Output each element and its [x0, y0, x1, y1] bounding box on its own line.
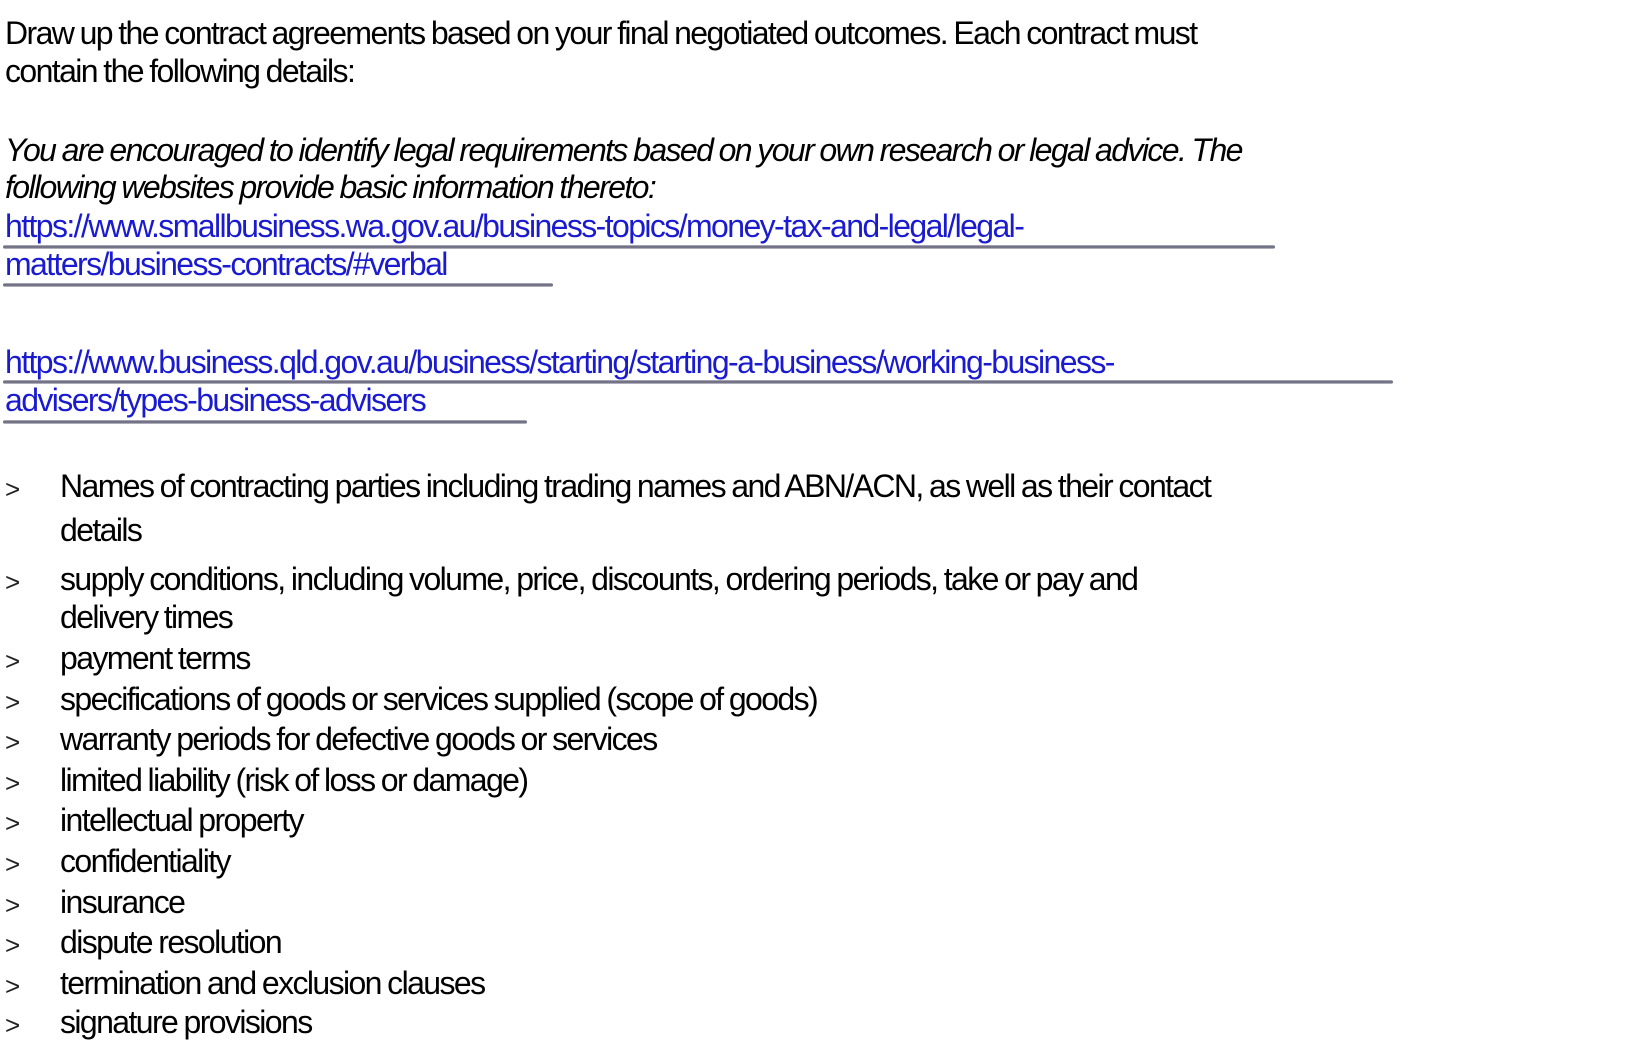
- note-text-line-2: following websites provide basic information thereto:: [5, 169, 656, 205]
- link-underline: [3, 420, 527, 424]
- chevron-right-icon: >: [5, 930, 21, 960]
- list-item-text: limited liability (risk of loss or damage): [60, 762, 528, 798]
- list-item-text: signature provisions: [60, 1004, 312, 1040]
- chevron-right-icon: >: [5, 808, 21, 838]
- link-smallbusiness-wa-line-2[interactable]: matters/business-contracts/#verbal: [5, 246, 447, 282]
- list-item-text-continued: delivery times: [60, 599, 233, 635]
- link-business-qld-line-1[interactable]: https://www.business.qld.gov.au/business/starting/starting-a-business/working-business-: [5, 344, 1114, 380]
- chevron-right-icon: >: [5, 474, 21, 504]
- list-item-text: specifications of goods or services supplied (scope of goods): [60, 681, 818, 717]
- list-item-text: payment terms: [60, 640, 250, 676]
- intro-text-line-1: Draw up the contract agreements based on your final negotiated outcomes. Each contract must: [5, 15, 1197, 51]
- list-item-text: Names of contracting parties including trading names and ABN/ACN, as well as their contact: [60, 468, 1211, 504]
- list-item-text: intellectual property: [60, 802, 303, 838]
- list-item-text: insurance: [60, 884, 185, 920]
- link-smallbusiness-wa-line-1[interactable]: https://www.smallbusiness.wa.gov.au/business-topics/money-tax-and-legal/legal-: [5, 208, 1024, 244]
- chevron-right-icon: >: [5, 971, 21, 1001]
- list-item-text-continued: details: [60, 512, 142, 548]
- chevron-right-icon: >: [5, 849, 21, 879]
- chevron-right-icon: >: [5, 1010, 21, 1040]
- chevron-right-icon: >: [5, 727, 21, 757]
- list-item-text: warranty periods for defective goods or services: [60, 721, 657, 757]
- list-item-text: dispute resolution: [60, 924, 282, 960]
- intro-text-line-2: contain the following details:: [5, 53, 355, 89]
- note-text-line-1: You are encouraged to identify legal requirements based on your own research or legal advice. The: [5, 132, 1242, 168]
- list-item-text: confidentiality: [60, 843, 230, 879]
- list-item-text: termination and exclusion clauses: [60, 965, 485, 1001]
- chevron-right-icon: >: [5, 768, 21, 798]
- link-business-qld-line-2[interactable]: advisers/types-business-advisers: [5, 382, 426, 418]
- link-underline: [3, 283, 553, 287]
- chevron-right-icon: >: [5, 567, 21, 597]
- chevron-right-icon: >: [5, 646, 21, 676]
- chevron-right-icon: >: [5, 890, 21, 920]
- list-item-text: supply conditions, including volume, price, discounts, ordering periods, take or pay and: [60, 561, 1138, 597]
- chevron-right-icon: >: [5, 687, 21, 717]
